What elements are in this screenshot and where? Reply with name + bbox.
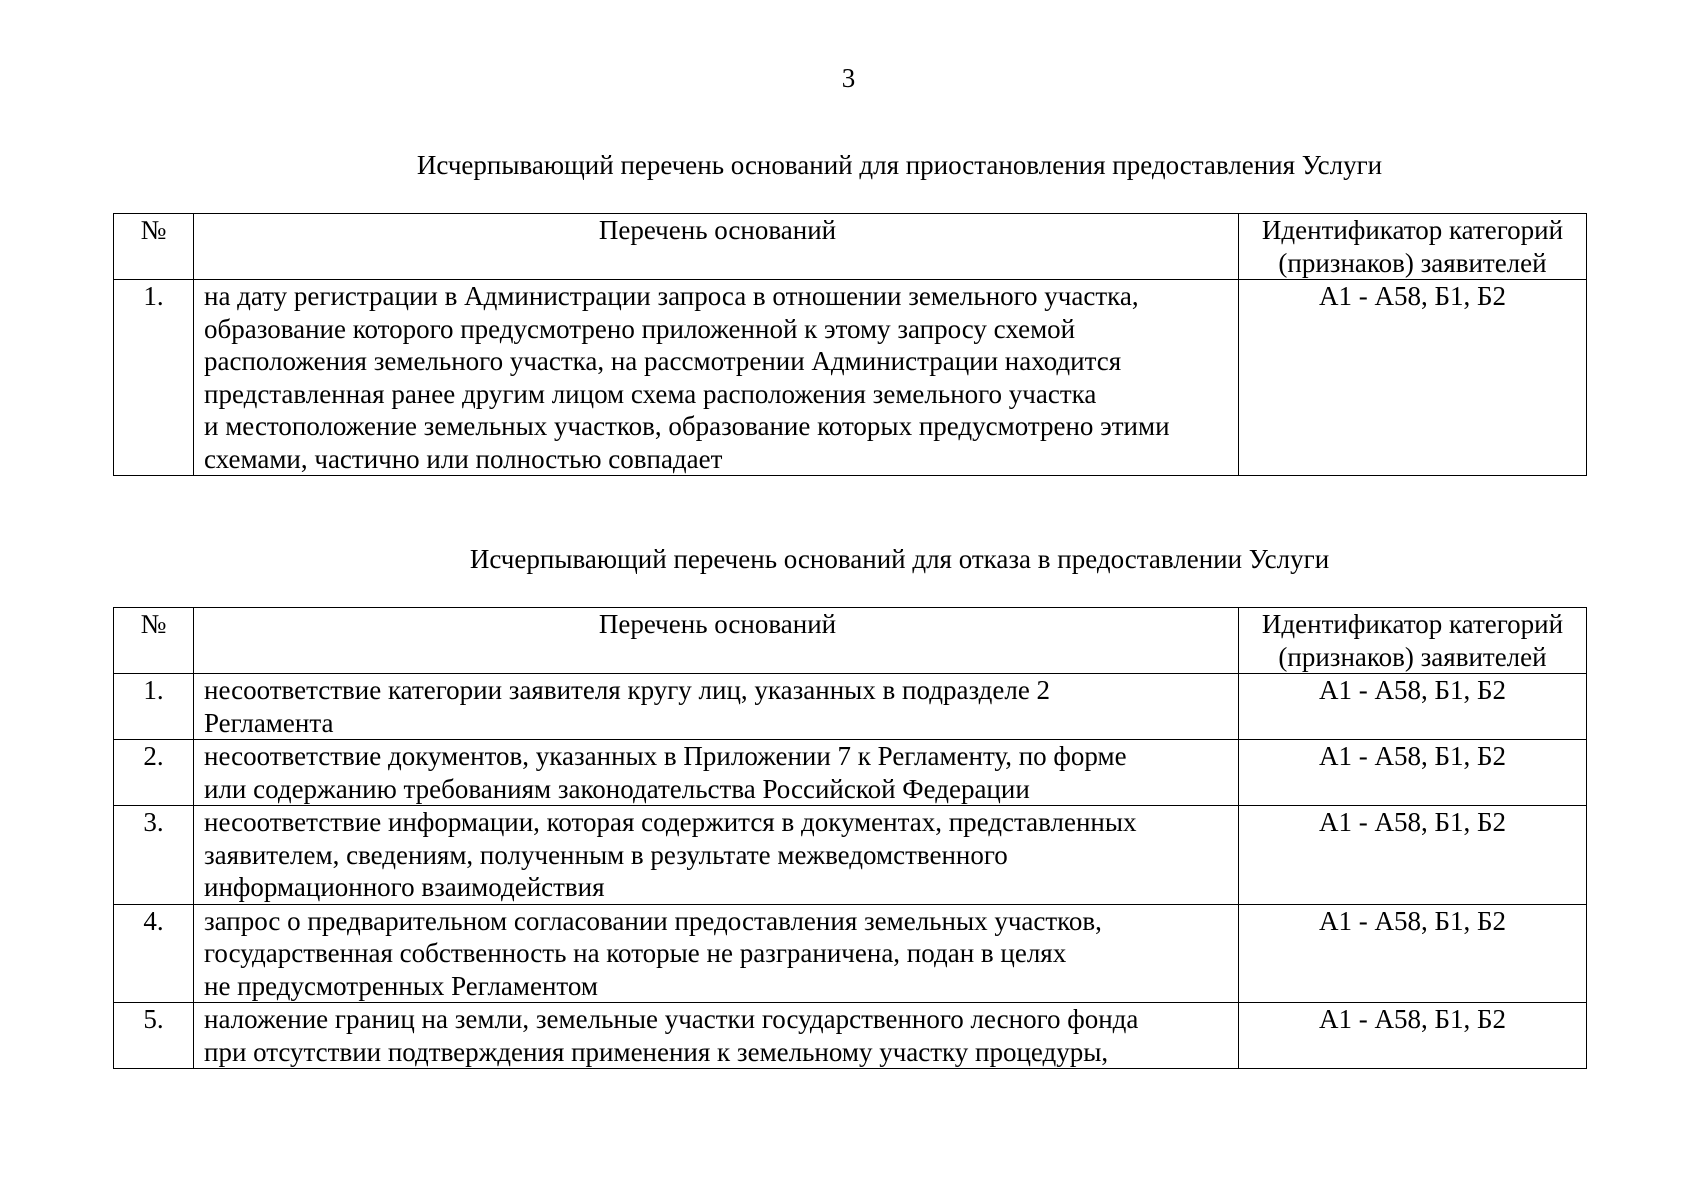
table-row — [114, 740, 1587, 806]
row-number: 3. — [114, 806, 194, 905]
row-grounds-text — [194, 806, 1239, 905]
row-number: 2. — [114, 740, 194, 806]
text-line: образование которого предусмотрено приложенной к этому запросу схемой — [204, 313, 1076, 344]
row-identifier: А1 - А58, Б1, Б2 — [1239, 674, 1587, 740]
text-line: на дату регистрации в Администрации запроса в отношении земельного участка, — [204, 281, 1139, 311]
table-row — [114, 1003, 1587, 1069]
column-header-grounds: Перечень оснований — [194, 608, 1239, 674]
text-line: или содержанию требованиям законодательства Российской Федерации — [204, 773, 1030, 804]
table-header-row — [114, 608, 1587, 674]
row-identifier: А1 - А58, Б1, Б2 — [1239, 280, 1587, 476]
text-line: при отсутствии подтверждения применения к земельному участку процедуры, — [204, 1036, 1109, 1067]
text-line: несоответствие информации, которая содержится в документах, представленных — [204, 807, 1137, 837]
row-number: 5. — [114, 1003, 194, 1069]
text-line: несоответствие категории заявителя кругу лиц, указанных в подразделе 2 — [204, 675, 1051, 705]
column-header-identifier — [1239, 608, 1587, 674]
row-number: 4. — [114, 904, 194, 1003]
text-line: Регламента — [204, 707, 334, 738]
text-line: представленная ранее другим лицом схема расположения земельного участка — [204, 378, 1097, 409]
column-header-grounds: Перечень оснований — [194, 214, 1239, 280]
text-line: расположения земельного участка, на рассмотрении Администрации находится — [204, 346, 1122, 376]
text-line: схемами, частично или полностью совпадает — [204, 443, 723, 474]
text-line: несоответствие документов, указанных в Приложении 7 к Регламенту, по форме — [204, 741, 1127, 771]
row-grounds-text — [194, 904, 1239, 1003]
page-number: 3 — [841, 63, 856, 93]
table-row — [114, 806, 1587, 905]
row-grounds-text — [194, 1003, 1239, 1069]
column-header-number: № — [114, 608, 194, 674]
row-identifier: А1 - А58, Б1, Б2 — [1239, 740, 1587, 806]
column-header-identifier-line: Идентификатор категорий — [1261, 215, 1564, 245]
table-header-row — [114, 214, 1587, 280]
column-header-identifier — [1239, 214, 1587, 280]
row-identifier: А1 - А58, Б1, Б2 — [1239, 806, 1587, 905]
text-line: информационного взаимодействия — [204, 872, 605, 902]
row-identifier: А1 - А58, Б1, Б2 — [1239, 904, 1587, 1003]
text-line: заявителем, сведениям, полученным в результате межведомственного — [204, 839, 1008, 870]
table-row — [114, 674, 1587, 740]
row-number: 1. — [114, 280, 194, 476]
text-line: не предусмотренных Регламентом — [204, 970, 598, 1001]
column-header-number: № — [114, 214, 194, 280]
column-header-identifier-line: (признаков) заявителей — [1278, 247, 1547, 278]
refusal-grounds-table — [113, 607, 1587, 1069]
text-line: наложение границ на земли, земельные участки государственного лесного фонда — [204, 1004, 1139, 1034]
suspension-grounds-table — [113, 213, 1587, 476]
row-number: 1. — [114, 674, 194, 740]
table-row — [114, 280, 1587, 476]
refusal-section-title: Исчерпывающий перечень оснований для отказа в предоставлении Услуги — [469, 544, 1330, 574]
text-line: запрос о предварительном согласовании предоставления земельных участков, — [204, 905, 1102, 936]
row-grounds-text — [194, 280, 1239, 476]
row-grounds-text — [194, 674, 1239, 740]
text-line: государственная собственность на которые не разграничена, подан в целях — [204, 938, 1067, 968]
row-identifier: А1 - А58, Б1, Б2 — [1239, 1003, 1587, 1069]
row-grounds-text — [194, 740, 1239, 806]
text-line: и местоположение земельных участков, образование которых предусмотрено этими — [204, 411, 1170, 441]
suspension-section-title: Исчерпывающий перечень оснований для приостановления предоставления Услуги — [416, 150, 1383, 180]
column-header-identifier-line: (признаков) заявителей — [1278, 641, 1547, 672]
table-row — [114, 904, 1587, 1003]
column-header-identifier-line: Идентификатор категорий — [1261, 609, 1564, 639]
